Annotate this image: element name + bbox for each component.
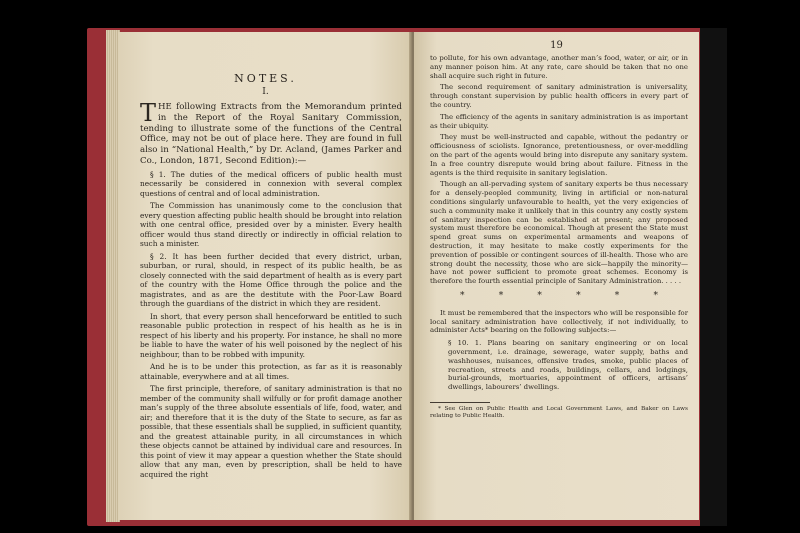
paragraph: The second requirement of sanitary administration is universality, through constant supervision by public health officers in every part of the country. [430, 83, 688, 109]
intro-paragraph: THE following Extracts from the Memorandum printed in the Report of the Royal Sanitary Commission, tending to illustrate some of the functions of the Central Office, may not be out of place here. They are found in full also in “National Health,” by Dr. Acland, (James Parker and Co., London, 1871, Second Edition):— [140, 99, 402, 166]
star: * [653, 290, 658, 301]
section-break-stars [443, 292, 675, 301]
left-page [118, 32, 413, 520]
notes-heading: NOTES. [234, 72, 297, 85]
paragraph: In short, that every person shall henceforward be entitled to such reasonable public protection in respect of his health as he is in respect of his liberty and his property. For instance, he shall no more be liable to have the water of his well poisoned by the neglect of his neighbour, than to be robbed with impunity. [140, 311, 402, 359]
footnote-rule [430, 402, 490, 403]
paragraph: The efficiency of the agents in sanitary administration is as important as their ubiquity. [430, 112, 688, 130]
right-page [414, 32, 699, 520]
footnote: * See Glen on Public Health and Local Government Laws, and Baker on Laws relating to Public Health. [430, 405, 688, 419]
page-number: 19 [550, 40, 563, 51]
star: * [537, 290, 542, 301]
paragraph: They must be well-instructed and capable, without the pedantry or officiousness of sciolists. Ignorance, pretentiousness, or over-meddling on the part of the agents would bring into disrepute any sanitary system. In a free country disrepute would bring about failure. Fitness in the agents is the third requisite in sanitary legislation. [430, 133, 688, 177]
paragraph: And he is to be under this protection, as far as it is reasonably attainable, everywhere and at all times. [140, 362, 402, 381]
notes-number: I. [262, 87, 269, 97]
left-page-text [140, 99, 402, 482]
cover-shadow [700, 28, 727, 526]
star: * [498, 290, 504, 301]
star: * [576, 290, 581, 301]
star: * [460, 290, 465, 301]
section-10-paragraph: § 10. 1. Plans bearing on sanitary engineering or on local government, i.e. drainage, sewerage, water supply, baths and washhouses, nuisances, offensive trades, smoke, public places of recreation, streets and roads, buildings, cellars, and lodgings, burial-grounds, mortuaries, appointment of officers, artisans’ dwellings, labourers’ dwellings. [448, 339, 688, 392]
paragraph: It must be remembered that the inspectors who will be responsible for local sanitary administration have collectively, if not individually, to administer Acts* bearing on the following subjects:— [430, 308, 688, 335]
paragraph: § 1. The duties of the medical officers of public health must necessarily be considered in connexion with several complex questions of central and of local administration. [140, 169, 402, 198]
paragraph: The first principle, therefore, of sanitary administration is that no member of the community shall wilfully or for profit damage another man’s supply of the three absolute essentials of life, food, water, and air; and therefore that it is the duty of the State to secure, as far as possible, that these essentials shall be supplied, in sufficient quantity, and the greatest attainable purity, in all circumstances in which these objects cannot be attained by individual care and resources. In this point of view it may appear a question whether the State should allow that any man, even by prescription, shall be held to have acquired the right [140, 384, 402, 479]
paragraph: to pollute, for his own advantage, another man’s food, water, or air, or in any manner poison him. At any rate, care should be taken that no one shall acquire such right in future. [430, 54, 688, 80]
drop-cap: T [140, 99, 157, 127]
paragraph: Though an all-pervading system of sanitary experts be thus necessary for a densely-peopled community, living in artificial or non-natural conditions singularly unfavourable to health, yet the very exigencies of such a community make it unlikely that in this country any costly system of sanitary inspection can be established at present; any proposed system must therefore be economical. Though at present the State must spend great sums on experimental armaments and weapons of destruction, it may hesitate to make costly experiments for the prevention of possible or contingent sources of ill-health. Those who are strong doubt the necessity, those who are sick—happily the minority—have not power sufficient to promote great schemes. Economy is therefore the fourth essential principle of Sanitary Administration. . . . . [430, 180, 688, 286]
right-page-text [430, 54, 688, 423]
star: * [614, 290, 620, 301]
paragraph: The Commission has unanimously come to the conclusion that every question affecting public health should be brought into relation with one central office, presided over by a minister. Every health officer would thus stand directly or indirectly in official relation to such a minister. [140, 201, 402, 249]
paragraph: § 2. It has been further decided that every district, urban, suburban, or rural, should, in respect of its public health, be as closely connected with the said department of health as is every part of the country with the Home Office through the police and the magistrates, and as are the destitute with the Poor-Law Board through the guardians of the district in which they are resident. [140, 251, 402, 309]
